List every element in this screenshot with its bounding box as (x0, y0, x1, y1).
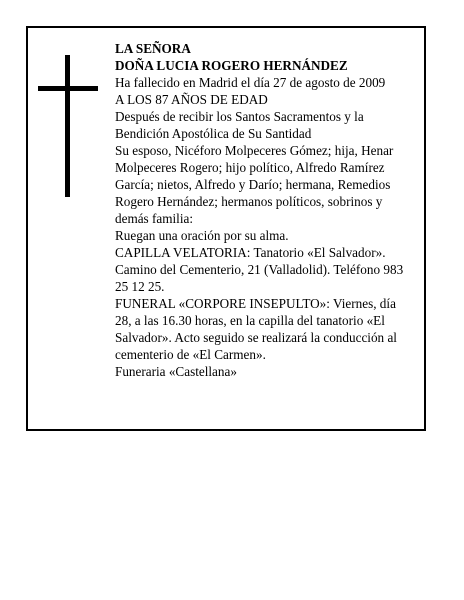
cross-vertical-bar (65, 55, 70, 197)
age-line: A LOS 87 AÑOS DE EDAD (115, 92, 268, 107)
cross-horizontal-bar (38, 86, 98, 91)
sacraments-text: Después de recibir los Santos Sacramentos y la Bendición Apostólica de Su Santidad (115, 109, 364, 141)
prayer-text: Ruegan una oración por su alma. (115, 228, 289, 243)
chapel-text: CAPILLA VELATORIA: Tanatorio «El Salvador». Camino del Cementerio, 21 (Valladolid). Teléfono 983 25 12 25. (115, 245, 404, 294)
death-date-line: Ha fallecido en Madrid el día 27 de agosto de 2009 (115, 75, 386, 90)
funeral-text: FUNERAL «CORPORE INSEPULTO»: Viernes, día 28, a las 16.30 horas, en la capilla del tanatorio «El Salvador». Acto seguido se realizará la conducción al cementerio de «El Carmen». (115, 296, 397, 362)
obituary-text (115, 40, 413, 380)
notice-heading: LA SEÑORA (115, 41, 191, 56)
funeral-home-text: Funeraria «Castellana» (115, 364, 237, 379)
family-text: Su esposo, Nicéforo Molpeceres Gómez; hija, Henar Molpeceres Rogero; hijo político, Alfredo Ramírez García; nietos, Alfredo y Darío; hermana, Remedios Rogero Hernández; hermanos políticos, sobrinos y demás familia: (115, 143, 394, 226)
cross-icon (38, 55, 98, 197)
deceased-name: DOÑA LUCIA ROGERO HERNÁNDEZ (115, 58, 348, 73)
